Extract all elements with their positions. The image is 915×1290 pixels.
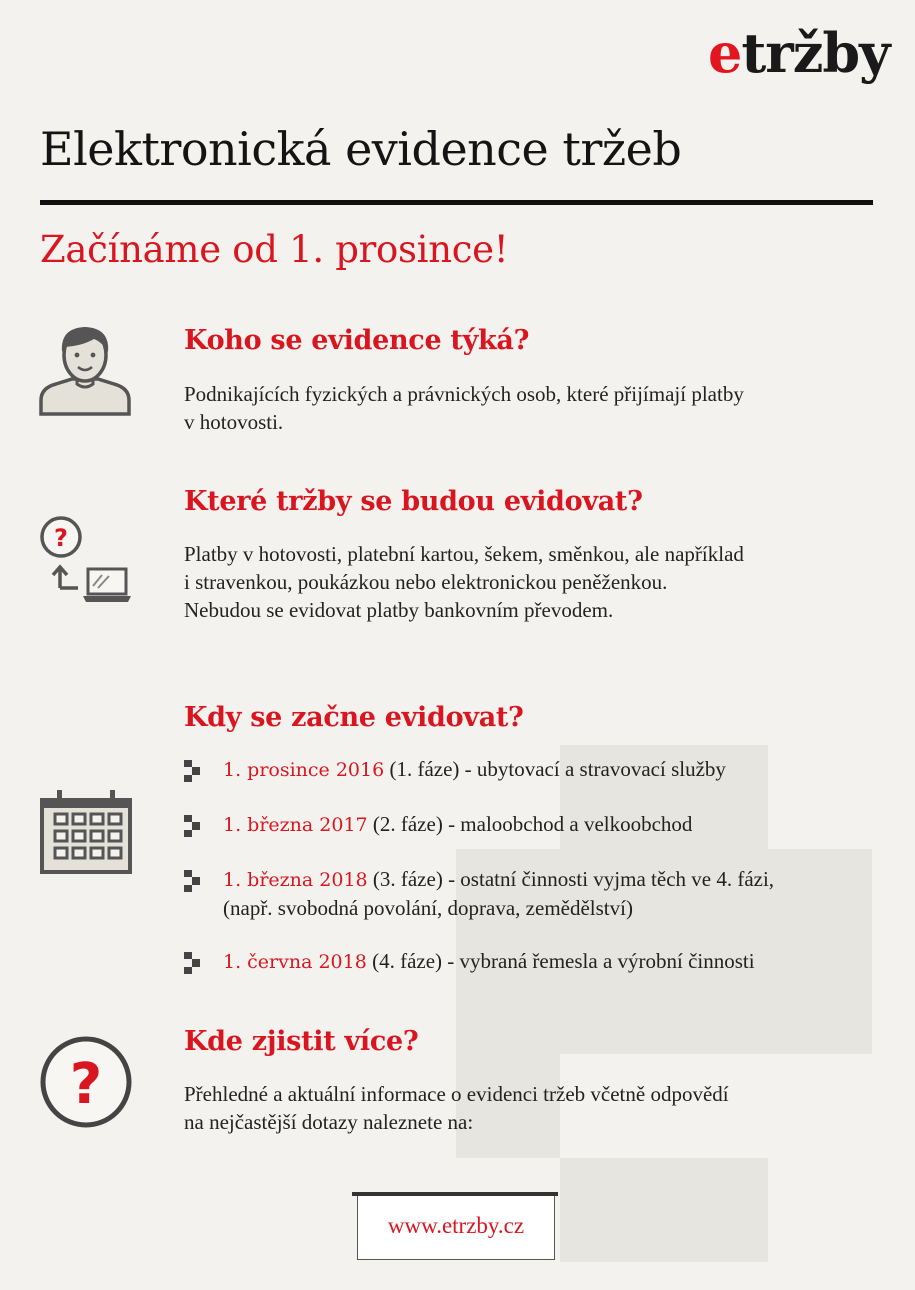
bullet-icon [184, 870, 200, 892]
section-heading-when: Kdy se začne evidovat? [184, 702, 524, 733]
section-heading-what: Které tržby se budou evidovat? [184, 486, 643, 517]
bullet-icon [184, 760, 200, 782]
bullet-icon [184, 952, 200, 974]
section-heading-more: Kde zjistit více? [184, 1026, 419, 1057]
section-text-who: Podnikajících fyzických a právnických osob, které přijímají platby v hotovosti. [184, 382, 744, 434]
title-divider [40, 200, 873, 205]
section-heading-who: Koho se evidence týká? [184, 325, 530, 356]
svg-text:?: ? [69, 1052, 103, 1117]
section-text-what: Platby v hotovosti, platební kartou, šekem, směnkou, ale například i stravenkou, poukázkou nebo elektronickou peněženkou. Nebudou se evidovat platby bankovním převodem. [184, 542, 744, 622]
question-circle-icon [39, 1035, 133, 1129]
calendar-icon [40, 790, 132, 874]
url-box [357, 1196, 555, 1260]
question-laptop-icon [38, 516, 134, 606]
etrzby-logo: etržby [708, 21, 890, 85]
website-link[interactable]: www.etrzby.cz [387, 1213, 525, 1238]
page-title: Elektronická evidence tržeb [40, 122, 682, 176]
svg-text:?: ? [54, 524, 68, 552]
section-text-more: Přehledné a aktuální informace o evidenci tržeb včetně odpovědí na nejčastější dotazy naleznete na: [184, 1082, 729, 1134]
bullet-icon [184, 815, 200, 837]
bg-square [560, 1158, 768, 1262]
person-icon [38, 322, 132, 418]
page-subtitle: Začínáme od 1. prosince! [40, 228, 509, 271]
